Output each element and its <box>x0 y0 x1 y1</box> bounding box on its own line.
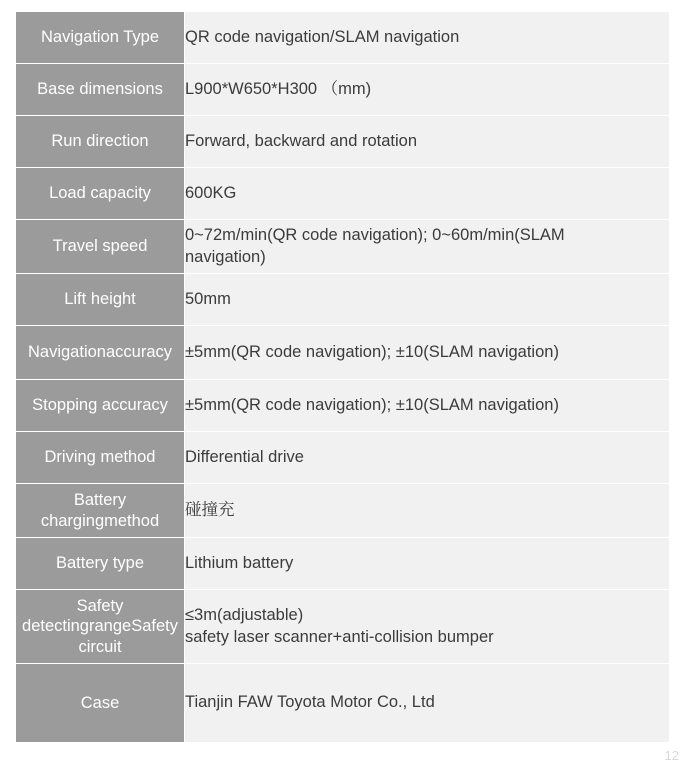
spec-value-line: Tianjin FAW Toyota Motor Co., Ltd <box>185 693 435 712</box>
spec-value-line: 600KG <box>185 183 237 202</box>
spec-label-line: Driving method <box>44 448 156 467</box>
spec-label-line: Run direction <box>51 132 149 151</box>
spec-value-cell <box>185 116 670 168</box>
spec-value-line: L900*W650*H300 （mm) <box>185 79 372 98</box>
spec-label-line: Safety circuit <box>78 617 178 656</box>
table-row <box>16 380 670 432</box>
spec-label-cell <box>16 590 185 664</box>
spec-value-cell <box>185 432 670 484</box>
table-row <box>16 484 670 538</box>
spec-value-line: safety laser scanner+anti-collision bumper <box>185 627 494 646</box>
spec-value-cell <box>185 538 670 590</box>
table-row <box>16 116 670 168</box>
spec-value-line: ±5mm(QR code navigation); ±10(SLAM navigation) <box>185 395 559 414</box>
spec-value-cell <box>185 664 670 743</box>
table-row <box>16 220 670 274</box>
spec-label-line: Battery charging <box>40 490 127 530</box>
spec-value-cell <box>185 64 670 116</box>
spec-label-cell <box>16 484 185 538</box>
spec-label-line: Battery type <box>55 554 145 573</box>
spec-label-line: Travel speed <box>52 237 148 256</box>
specifications-table <box>15 11 670 743</box>
spec-label-cell <box>16 220 185 274</box>
table-row <box>16 590 670 664</box>
spec-value-line: Forward, backward and rotation <box>185 131 418 150</box>
spec-value-cell <box>185 168 670 220</box>
spec-value-line: Differential drive <box>185 447 304 466</box>
spec-value-line: 0~72m/min(QR code navigation); 0~60m/min(SLAM <box>185 226 565 245</box>
specifications-table-body <box>16 12 670 743</box>
table-row <box>16 432 670 484</box>
spec-label-line: accuracy <box>105 343 172 362</box>
spec-label-line: Navigation <box>28 343 106 362</box>
spec-label-line: Stopping accuracy <box>32 396 168 415</box>
table-row <box>16 664 670 743</box>
spec-label-cell <box>16 116 185 168</box>
spec-value-line: 碰撞充 <box>185 500 235 519</box>
spec-value-cell <box>185 12 670 64</box>
table-row <box>16 12 670 64</box>
spec-label-cell <box>16 538 185 590</box>
spec-value-line: ≤3m(adjustable) <box>185 606 304 625</box>
spec-label-line: Case <box>80 693 120 712</box>
spec-label-line: Load capacity <box>49 184 151 203</box>
spec-label-line: range <box>88 617 132 636</box>
spec-label-cell <box>16 380 185 432</box>
spec-label-cell <box>16 12 185 64</box>
spec-value-line: QR code navigation/SLAM navigation <box>185 27 460 46</box>
spec-label-cell <box>16 168 185 220</box>
spec-value-cell <box>185 274 670 326</box>
table-row <box>16 274 670 326</box>
spec-value-cell <box>185 220 670 274</box>
page-number: 12 <box>664 748 679 763</box>
spec-value-line: ±5mm(QR code navigation); ±10(SLAM navigation) <box>185 342 559 361</box>
spec-label-line: method <box>104 511 160 530</box>
table-row <box>16 64 670 116</box>
spec-value-cell <box>185 590 670 664</box>
spec-label-line: Base dimensions <box>37 80 163 99</box>
spec-value-line: Lithium battery <box>185 553 294 572</box>
spec-label-line: Lift height <box>64 290 136 309</box>
spec-label-cell <box>16 326 185 380</box>
table-row <box>16 538 670 590</box>
spec-label-cell <box>16 274 185 326</box>
spec-value-line: 50mm <box>185 289 231 308</box>
spec-value-cell <box>185 326 670 380</box>
spec-label-cell <box>16 432 185 484</box>
spec-value-cell <box>185 380 670 432</box>
spec-label-cell <box>16 664 185 743</box>
table-row <box>16 326 670 380</box>
spec-value-line: navigation) <box>185 247 266 266</box>
spec-label-cell <box>16 64 185 116</box>
spec-value-cell <box>185 484 670 538</box>
table-row <box>16 168 670 220</box>
spec-label-line: Navigation Type <box>40 28 160 47</box>
spec-label-line: Safety detecting <box>22 596 124 636</box>
